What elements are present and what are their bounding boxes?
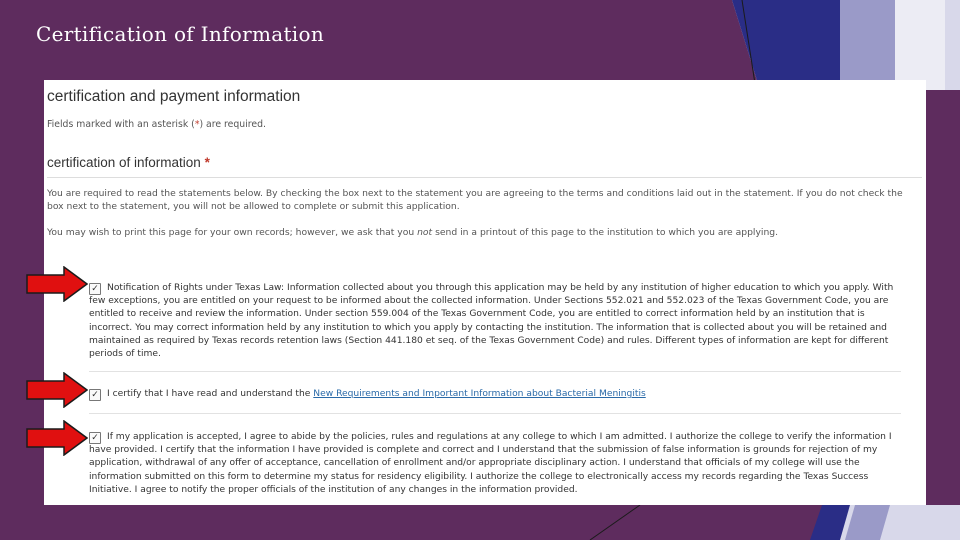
divider [89,413,901,414]
divider [47,177,922,178]
red-arrow-icon [26,420,88,456]
statement-rights-notification [89,282,899,361]
red-arrow-icon [26,266,88,302]
meningitis-info-link[interactable]: New Requirements and Important Information about Bacterial Meningitis [313,389,646,399]
statement-meningitis [89,388,899,401]
slide-decoration-bottom [560,500,960,540]
divider [89,371,901,372]
statement-3-checkbox[interactable]: ✓ [89,432,101,444]
section-heading: certification of information * [47,155,210,170]
statement-3-text: If my application is accepted, I agree to abide by the policies, rules and regulations at any college to which I am admitted. I authorize the college to verify the information I have provided. I certify that the information I have provided is complete and correct and I understand that the submission of false information is grounds for rejection of my application, withdrawal of any offer of acceptance, cancellation of enrollment and/or appropriate disciplinary action. I understand that officials of my college will use the information submitted on this form to determine my status for residency eligibility. I authorize the college to electronically access my records regarding the Texas Success Initiative. I agree to notify the proper officials of the institution of any changes in the information provided. [89,432,892,495]
statement-2-text: I certify that I have read and understand the [107,389,314,399]
required-asterisk: * [204,155,210,170]
screenshot-panel [44,80,926,505]
required-note: Fields marked with an asterisk (*) are required. [47,119,266,130]
statement-2-checkbox[interactable]: ✓ [89,389,101,401]
asterisk-mark: * [194,119,200,130]
red-arrow-icon [26,372,88,408]
slide-decoration-top [720,0,960,90]
slide-title: Certification of Information [36,22,324,46]
statement-1-checkbox[interactable]: ✓ [89,283,101,295]
statement-policies-agreement [89,431,899,497]
statement-1-text: Notification of Rights under Texas Law: Information collected about you through this application may be held by any institution of higher education to which you apply. With few exceptions, you are entitled on your request to be informed about the collected information. Under Sections 552.021 and 552.023 of the Texas Government Code, you are entitled to receive and review the information. Under section 559.004 of the Texas Government Code, you are entitled to correct information held by an institution that is incorrect. You may correct information held by any institution to which you apply by contacting the institution. The information that is collected about you will be retained and maintained as required by Texas records retention laws (Section 441.180 et seq. of the Texas Government Code) and rules. Different types of information are kept for different periods of time. [89,283,894,360]
page-heading: certification and payment information [47,88,301,105]
print-note: You may wish to print this page for your own records; however, we ask that you not send in a printout of this page to the institution to which you are applying. [47,226,779,238]
intro-paragraph: You are required to read the statements below. By checking the box next to the statement you are agreeing to the terms and conditions laid out in the statement. If you do not check the box next to the statement, you will not be allowed to complete or submit this application. [47,188,903,213]
